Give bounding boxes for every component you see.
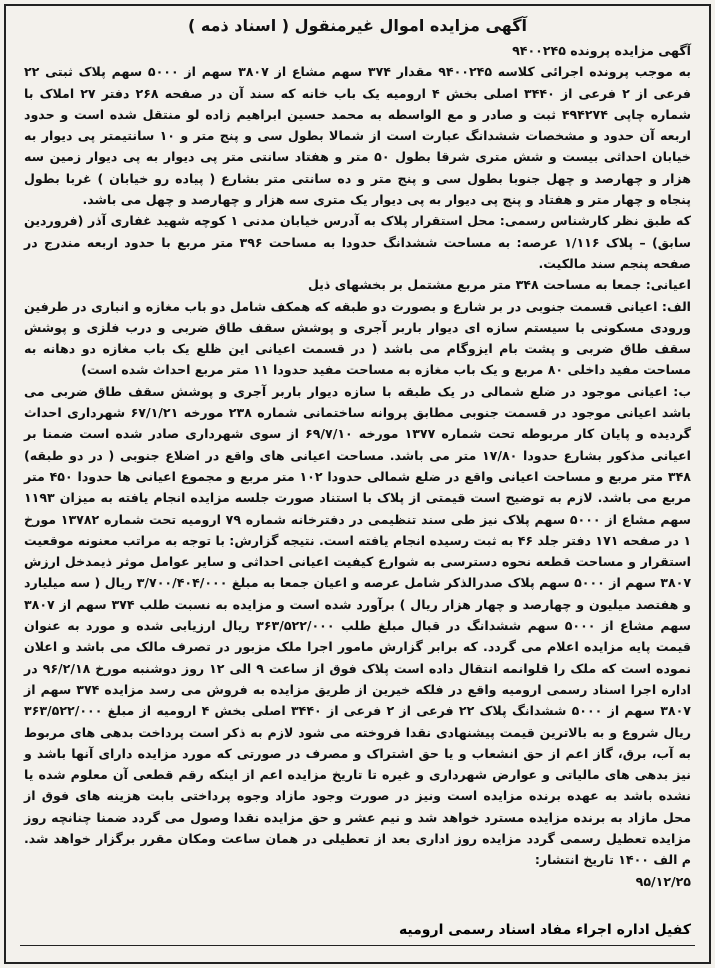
- bottom-rule: [20, 945, 695, 946]
- paragraph-section-b: ب: اعیانی موجود در ضلع شمالی در یک طبقه با سازه دیوار باربر آجری و پوشش سقف طاق ضربی می باشد اعیانی موجود در قسمت جنوبی مطابق پروانه ساختمانی شماره ۲۳۸ مورخه ۶۷/۱/۲۱ شهرداری احداث گردیده و پایان کار مربوطه تحت شماره ۱۳۷۷ مورخه ۶۹/۷/۱۰ از سوی شهرداری صادر شده است ضمنا بر اعیانی مذکور بشارع حدودا ۱۷/۸۰ متر می باشد. مساحت اعیانی های واقع در اضلاع جنوبی ( در دو طبقه) ۳۴۸ متر مربع و مساحت اعیانی واقع در ضلع شمالی حدودا ۱۰۲ متر مربع و مجموع اعیانی ها حدودا ۴۵۰ متر مربع می باشد. لازم به توضیح است قیمتی از پلاک با استناد صورت جلسه مزایده انجام یافته به میزان ۱۱۹۳ سهم مشاع از ۵۰۰۰ سهم پلاک نیز طی سند تنظیمی در دفترخانه شماره ۷۹ ارومیه تحت شماره ۱۳۷۸۲ مورخ ۱ در صفحه ۱۷۱ دفتر جلد ۴۶ به ثبت رسیده انجام یافته است. نتیجه گزارش: با توجه به مراتب معنونه موقعیت استقرار و مساحت قطعه نحوه دسترسی به شوارع کیفیت اعیانی احداثی و سایر عوامل موثر ذیمدخل ارزش ۳۸۰۷ سهم از ۵۰۰۰ سهم پلاک صدرالذکر شامل عرصه و اعیان جمعا به مبلغ ۳/۷۰۰/۴۰۴/۰۰۰ ریال ( سه میلیارد و هفتصد میلیون و چهارصد و چهار هزار ریال ) برآورد شده است و مزایده به نسبت طلب ۳۷۴ سهم از ۳۸۰۷ سهم مشاع از ۵۰۰۰ سهم ششدانگ در قبال مبلغ طلب ۳۶۳/۵۲۲/۰۰۰ ریال ارزیابی شده و مورد به عنوان قیمت پایه مزایده اعلام می گردد. که برابر گزارش مامور اجرا ملک مزبور در تصرف مالک می باشد و اعلان نموده است که ملک را قلوانمه انتقال داده است پلاک فوق از ساعت ۹ الی ۱۲ روز دوشنبه مورخ ۹۶/۲/۱۸ در اداره اجرا اسناد رسمی ارومیه واقع در فلکه خیرین از طریق مزایده به فروش می رسد مزایده ۳۷۴ سهم از ۳۸۰۷ سهم از ۵۰۰۰ ششدانگ پلاک ۲۲ فرعی از ۲ فرعی از ۳۴۴۰ اصلی بخش ۴ ارومیه از مبلغ ۳۶۳/۵۲۲/۰۰۰ ریال شروع و به بالاترین قیمت پیشنهادی نقدا فروخته می شود لازم به ذکر است پرداخت بدهی های مربوط به آب، برق، گاز اعم از حق انشعاب و یا حق اشتراک و مصرف در صورتی که مورد مزایده دارای آنها باشد و نیز بدهی های مالیاتی و عوارض شهرداری و غیره تا تاریخ مزایده اعم از اینکه رقم قطعی آن معلوم شده یا نشده باشد به عهده برنده مزایده است ونیز در صورت وجود مازاد وجوه پرداختی بابت هزینه های فوق از محل مازاد به برنده مزایده مسترد خواهد شد و نیم عشر و حق مزایده نقدا وصول می گردد ضمنا چنانچه روز مزایده تعطیل رسمی گردد مزایده روز اداری بعد از تعطیلی در همان ساعت ومکان مقرر برگزار خواهد شد. م الف ۱۴۰۰ تاریخ انتشار:: [24, 383, 692, 868]
- case-number: آگهی مزایده پرونده ۹۴۰۰۲۴۵: [512, 43, 691, 58]
- issuer-signature-line: کفیل اداره اجراء مفاد اسناد رسمی ارومیه: [398, 922, 691, 938]
- paragraph-section-a: الف: اعیانی قسمت جنوبی در بر شارع و بصورت دو طبقه که همکف شامل دو باب مغازه و انباری در طرفین ورودی مسکونی با سیستم سازه ای دیوار باربر آجری و پوشش سقف طاق ضربی و درب فلزی و پوشش سقف طاق ضربی و پشت بام ایزوگام می باشد ( در قسمت اعیانی این ظلع یک باب مغازه دو دهانه به مساحت مفید داخلی ۸۰ مربع و یک باب مغازه به مساحت مفید حدودا ۱۱ متر مربع احداث شده است): [24, 298, 691, 378]
- notice-title: آگهی مزایده اموال غیرمنقول ( اسناد ذمه ): [187, 16, 528, 35]
- notice-body: [10, 6, 705, 892]
- paragraph-property: به موجب پرونده اجرائی کلاسه ۹۴۰۰۲۴۵ مقدار ۳۷۴ سهم مشاع از ۳۸۰۷ سهم از ۵۰۰۰ سهم پلاک ثبتی ۲۲ فرعی از ۲ فرعی از ۳۴۴۰ اصلی بخش ۴ ارومیه یک باب خانه که سند آن در صفحه ۲۶۸ دفتر ۲۷ املاک با شماره چاپی ۴۹۴۲۷۴ ثبت و صادر و مع الواسطه به محمد حسین ابراهیم زاده لو منتقل شده است و حدود اربعه آن حدود و مشخصات ششدانگ عبارت است از شمالا بطول سی و پنج متر و ۱۰ سانتیمتر پی دیوار به خیابان احداثی بیست و شش متری شرقا بطول ۵۰ متر و هفتاد سانتی متر پی دیوار به پی دیوار زمین سه هزار و چهارصد و چهل جنوبا بطول سی و پنج متر و ده سانتی متر بشارع ( پیاده رو خیابان ) غربا بطول پنجاه و چهار متر و هفتاد و پنج پی دیوار به پی دیوار یک متری سه هزار و چهارصد و چهل می باشد.: [24, 64, 692, 208]
- paragraph-buildings: اعیانی: جمعا به مساحت ۳۴۸ متر مربع مشتمل بر بخشهای ذیل: [307, 277, 691, 293]
- publish-date: ۹۵/۱۲/۲۵: [635, 873, 691, 889]
- paragraph-expert: که طبق نظر کارشناس رسمی: محل استقرار پلاک به آدرس خیابان مدنی ۱ کوچه شهید غفاری آذر (فروردین سابق) – پلاک ۱/۱۱۶ عرصه: به مساحت ششدانگ حدودا به مساحت ۳۹۶ متر مربع با حدود اربعه مندرج در صفحه پنجم سند مالکیت.: [24, 213, 691, 271]
